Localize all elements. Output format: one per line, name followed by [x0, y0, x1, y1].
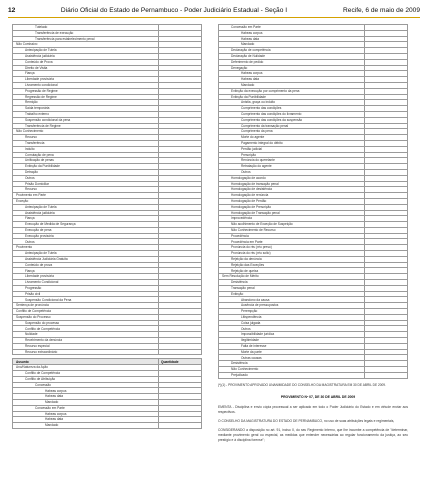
row-label: Rejeição da denúncia: [219, 256, 365, 262]
row-label: Prisão civil: [13, 291, 159, 297]
row-label: Outros: [219, 169, 365, 175]
row-label: Assistência judiciária: [13, 53, 159, 59]
row-label: Cumprimento da pena: [219, 129, 365, 135]
row-label: Ausência de pressupostos: [219, 303, 365, 309]
page-date: Recife, 6 de maio de 2009: [343, 6, 420, 14]
row-label: Outras causas: [219, 355, 365, 361]
row-label: Saída temporária: [13, 106, 159, 112]
left-table: [12, 24, 202, 355]
row-label: Abandono da causa: [219, 297, 365, 303]
row-label: Habeas data: [13, 417, 159, 423]
row-label: Prisão Domiciliar: [13, 181, 159, 187]
row-label: Homologação de transação penal: [219, 181, 365, 187]
row-label: Prescrição: [219, 152, 365, 158]
row-label: Progressão de Regime: [13, 88, 159, 94]
row-label: Declaração de Nulidade: [219, 53, 365, 59]
row-label: Homologação de Transação penal: [219, 210, 365, 216]
row-label: Habeas corpus: [13, 388, 159, 394]
row-label: Sem Resolução de Mérito: [219, 274, 365, 280]
row-label: Habeas corpus: [219, 30, 365, 36]
table-row: [13, 349, 202, 355]
row-label: Recebimento da denúncia: [13, 338, 159, 344]
row-label: Antecipação de Tutela: [13, 251, 159, 257]
row-quantity: [159, 349, 202, 355]
row-label: Execução de Medida de Segurança: [13, 222, 159, 228]
row-label: Liberdade provisória: [13, 274, 159, 280]
row-label: Pagamento integral do débito: [219, 140, 365, 146]
row-label: Extinção da execução por cumprimento da pena: [219, 88, 365, 94]
row-label: Habeas corpus: [13, 411, 159, 417]
row-label: Habeas data: [219, 77, 365, 83]
table-row: [219, 372, 408, 378]
row-label: Conteúdo de Prova: [13, 59, 159, 65]
row-label: Mandado: [13, 400, 159, 406]
row-label: Mandado: [219, 82, 365, 88]
row-label: Cumprimento das condições do livramento: [219, 111, 365, 117]
paragraph-ementa: EMENTA - Disciplina e envio cópia processual a ser aplicado em todo o Poder Judiciário do Estado e em virtude enviar aos respectivos.: [218, 404, 408, 414]
row-label: Renúncia do querelante: [219, 158, 365, 164]
row-label: Cumprimento das condições da suspensão: [219, 117, 365, 123]
row-label: Recurso especial: [13, 343, 159, 349]
header-cell-quantidade: Quantidade: [159, 359, 202, 365]
row-label: Mandado: [219, 42, 365, 48]
left-table-2: [12, 358, 202, 429]
row-label: Perdão judicial: [219, 146, 365, 152]
row-label: Unificação de penas: [13, 158, 159, 164]
row-label: Rejeição de queixa: [219, 268, 365, 274]
page-header: [8, 4, 420, 16]
paragraph-conselho: O CONSELHO DA MAGISTRATURA DO ESTADO DE PERNAMBUCO, no uso de suas atribuições legais e regimentais,: [218, 418, 395, 423]
row-label: Habeas data: [13, 394, 159, 400]
row-label: Transferência de Regime: [13, 123, 159, 129]
paragraph-considerando: CONSIDERANDO a disposição no art. 91, inciso X, do seu Regimento Interno, que lhe incumbe a competência de "determinar, mediante provimento geral ou especial, as medidas que entender necessárias ao regular funcionamento da justiça, ao seu prestígio e à disciplina forense";: [218, 427, 408, 442]
row-label: Morte do agente: [219, 135, 365, 141]
row-label: Homologação de desistência: [219, 187, 365, 193]
row-label: Transferência: [13, 140, 159, 146]
row-label: Assistência judiciária: [13, 210, 159, 216]
row-label: Litispendência: [219, 314, 365, 320]
row-label: Fiança: [13, 71, 159, 77]
row-label: Conflito de Competência: [13, 326, 159, 332]
row-label: Provimento em Parte: [13, 193, 159, 199]
row-label: Habeas data: [219, 36, 365, 42]
row-label: Morte da parte: [219, 349, 365, 355]
row-label: Recurso: [13, 135, 159, 141]
row-label: Conflito de Atribuição: [13, 376, 159, 382]
row-label: Prejudicado: [219, 372, 365, 378]
row-label: Denegação: [219, 65, 365, 71]
row-label: Extinção: [219, 291, 365, 297]
row-label: Assistência Judiciária Gratuita: [13, 256, 159, 262]
row-label: Não Conhecimento: [219, 367, 365, 373]
row-label: Recurso extraordinário: [13, 349, 159, 355]
row-label: Remição: [13, 100, 159, 106]
row-label: Conflito de Competência: [13, 309, 159, 315]
row-label: Impossibilidade jurídica: [219, 332, 365, 338]
row-label: Livramento condicional: [13, 82, 159, 88]
row-label: Suspensão Condicional da Pena: [13, 297, 159, 303]
row-label: Progressão: [13, 285, 159, 291]
row-label: Concessão em Parte: [219, 25, 365, 31]
row-label: Trabalho externo: [13, 111, 159, 117]
row-label: Liberdade provisória: [13, 77, 159, 83]
row-label: Cumprimento das condições: [219, 106, 365, 112]
row-label: Regressão de Regime: [13, 94, 159, 100]
provimento-title: PROVIMENTO Nº 07, DE 30 DE ABRIL DE 2009: [280, 394, 356, 399]
row-label: Exceção: [13, 198, 159, 204]
row-label: Provimento: [13, 245, 159, 251]
row-label: Não Comissivo: [13, 42, 159, 48]
row-label: Direito de Visita: [13, 65, 159, 71]
row-label: Habeas corpus: [219, 71, 365, 77]
left-column: [12, 24, 212, 429]
row-label: Suspensão do processo: [13, 320, 159, 326]
row-label: Homologação de Prescrição: [219, 204, 365, 210]
row-label: Outros: [13, 239, 159, 245]
page-title: Diário Oficial do Estado de Pernambuco - Poder Judiciário Estadual - Seção I: [60, 6, 288, 14]
row-label: Retratação do agente: [219, 164, 365, 170]
row-label: Detração: [13, 169, 159, 175]
row-label: Nulidade: [13, 332, 159, 338]
row-label: Homologação de Perdão: [219, 198, 365, 204]
row-label: Suspensão do Processo: [13, 314, 159, 320]
row-label: Concessão em Parte: [13, 405, 159, 411]
row-label: Procedência: [219, 233, 365, 239]
row-label: Ano/Natureza da Ação: [13, 365, 159, 371]
row-label: Anistia, graça ou indulto: [219, 100, 365, 106]
row-label: Perempção: [219, 309, 365, 315]
row-label: Fiança: [13, 268, 159, 274]
row-label: Pronúncia do réu (réu preso): [219, 245, 365, 251]
right-column: [218, 24, 418, 447]
row-label: Declaração de competência: [219, 48, 365, 54]
row-label: Transferência para estabelecimento penal: [13, 36, 159, 42]
row-label: Transferência de execução: [13, 30, 159, 36]
row-label: Desistência: [219, 280, 365, 286]
row-label: Extinção da Punibilidade: [219, 94, 365, 100]
header-rule: [8, 17, 420, 18]
row-label: Não Conhecimento: [13, 129, 159, 135]
row-label: Extinção da Punibilidade: [13, 164, 159, 170]
row-label: Homologação de renúncia: [219, 193, 365, 199]
row-label: Conteúdo de prova: [13, 262, 159, 268]
footnote: (*)(1) - PROVIMENTO APROVADO UNANIMIDADE DO CONSELHO DA MAGISTRATURA EM 30 DE ABRIL DE 2009.: [218, 382, 386, 387]
row-label: Conflito de Competência: [13, 371, 159, 377]
row-label: Não Conhecimento de Recurso: [219, 227, 365, 233]
right-table: [218, 24, 408, 379]
row-label: Suspensão condicional da pena: [13, 117, 159, 123]
row-label: Outros: [13, 175, 159, 181]
row-label: Procedência em Parte: [219, 239, 365, 245]
row-label: Improcedência: [219, 216, 365, 222]
row-label: Não acolhimento de Exceção de Suspeição: [219, 222, 365, 228]
row-label: Comutação de pena: [13, 152, 159, 158]
row-label: Cumprimento da transação penal: [219, 123, 365, 129]
row-label: Recurso: [13, 187, 159, 193]
row-quantity: [159, 423, 202, 429]
header-cell-assunto: Assunto: [13, 359, 159, 365]
row-label: Deferimento de pedido: [219, 59, 365, 65]
row-label: Mandado: [13, 423, 159, 429]
row-label: Rejeição das Exceções: [219, 262, 365, 268]
row-label: Sentença de pronúncia: [13, 303, 159, 309]
row-label: Livramento Condicional: [13, 280, 159, 286]
row-label: Homologação de acordo: [219, 175, 365, 181]
row-quantity: [365, 372, 408, 378]
row-label: Transação penal: [219, 285, 365, 291]
row-label: Outros: [219, 326, 365, 332]
row-label: Ilegitimidade: [219, 338, 365, 344]
row-label: Indulto: [13, 146, 159, 152]
row-label: Desistência: [219, 361, 365, 367]
row-label: Pronúncia do réu (réu solto): [219, 251, 365, 257]
row-label: Execução provisória: [13, 233, 159, 239]
row-label: Execução de pena: [13, 227, 159, 233]
row-label: Concessão: [13, 382, 159, 388]
row-label: Coisa julgada: [219, 320, 365, 326]
table-row: [13, 423, 202, 429]
row-label: Tutelado: [13, 25, 159, 31]
row-label: Falta de interesse: [219, 343, 365, 349]
row-label: Fiança: [13, 216, 159, 222]
page-number: 12: [8, 6, 16, 14]
row-label: Antecipação de Tutela: [13, 204, 159, 210]
row-label: Antecipação de Tutela: [13, 48, 159, 54]
